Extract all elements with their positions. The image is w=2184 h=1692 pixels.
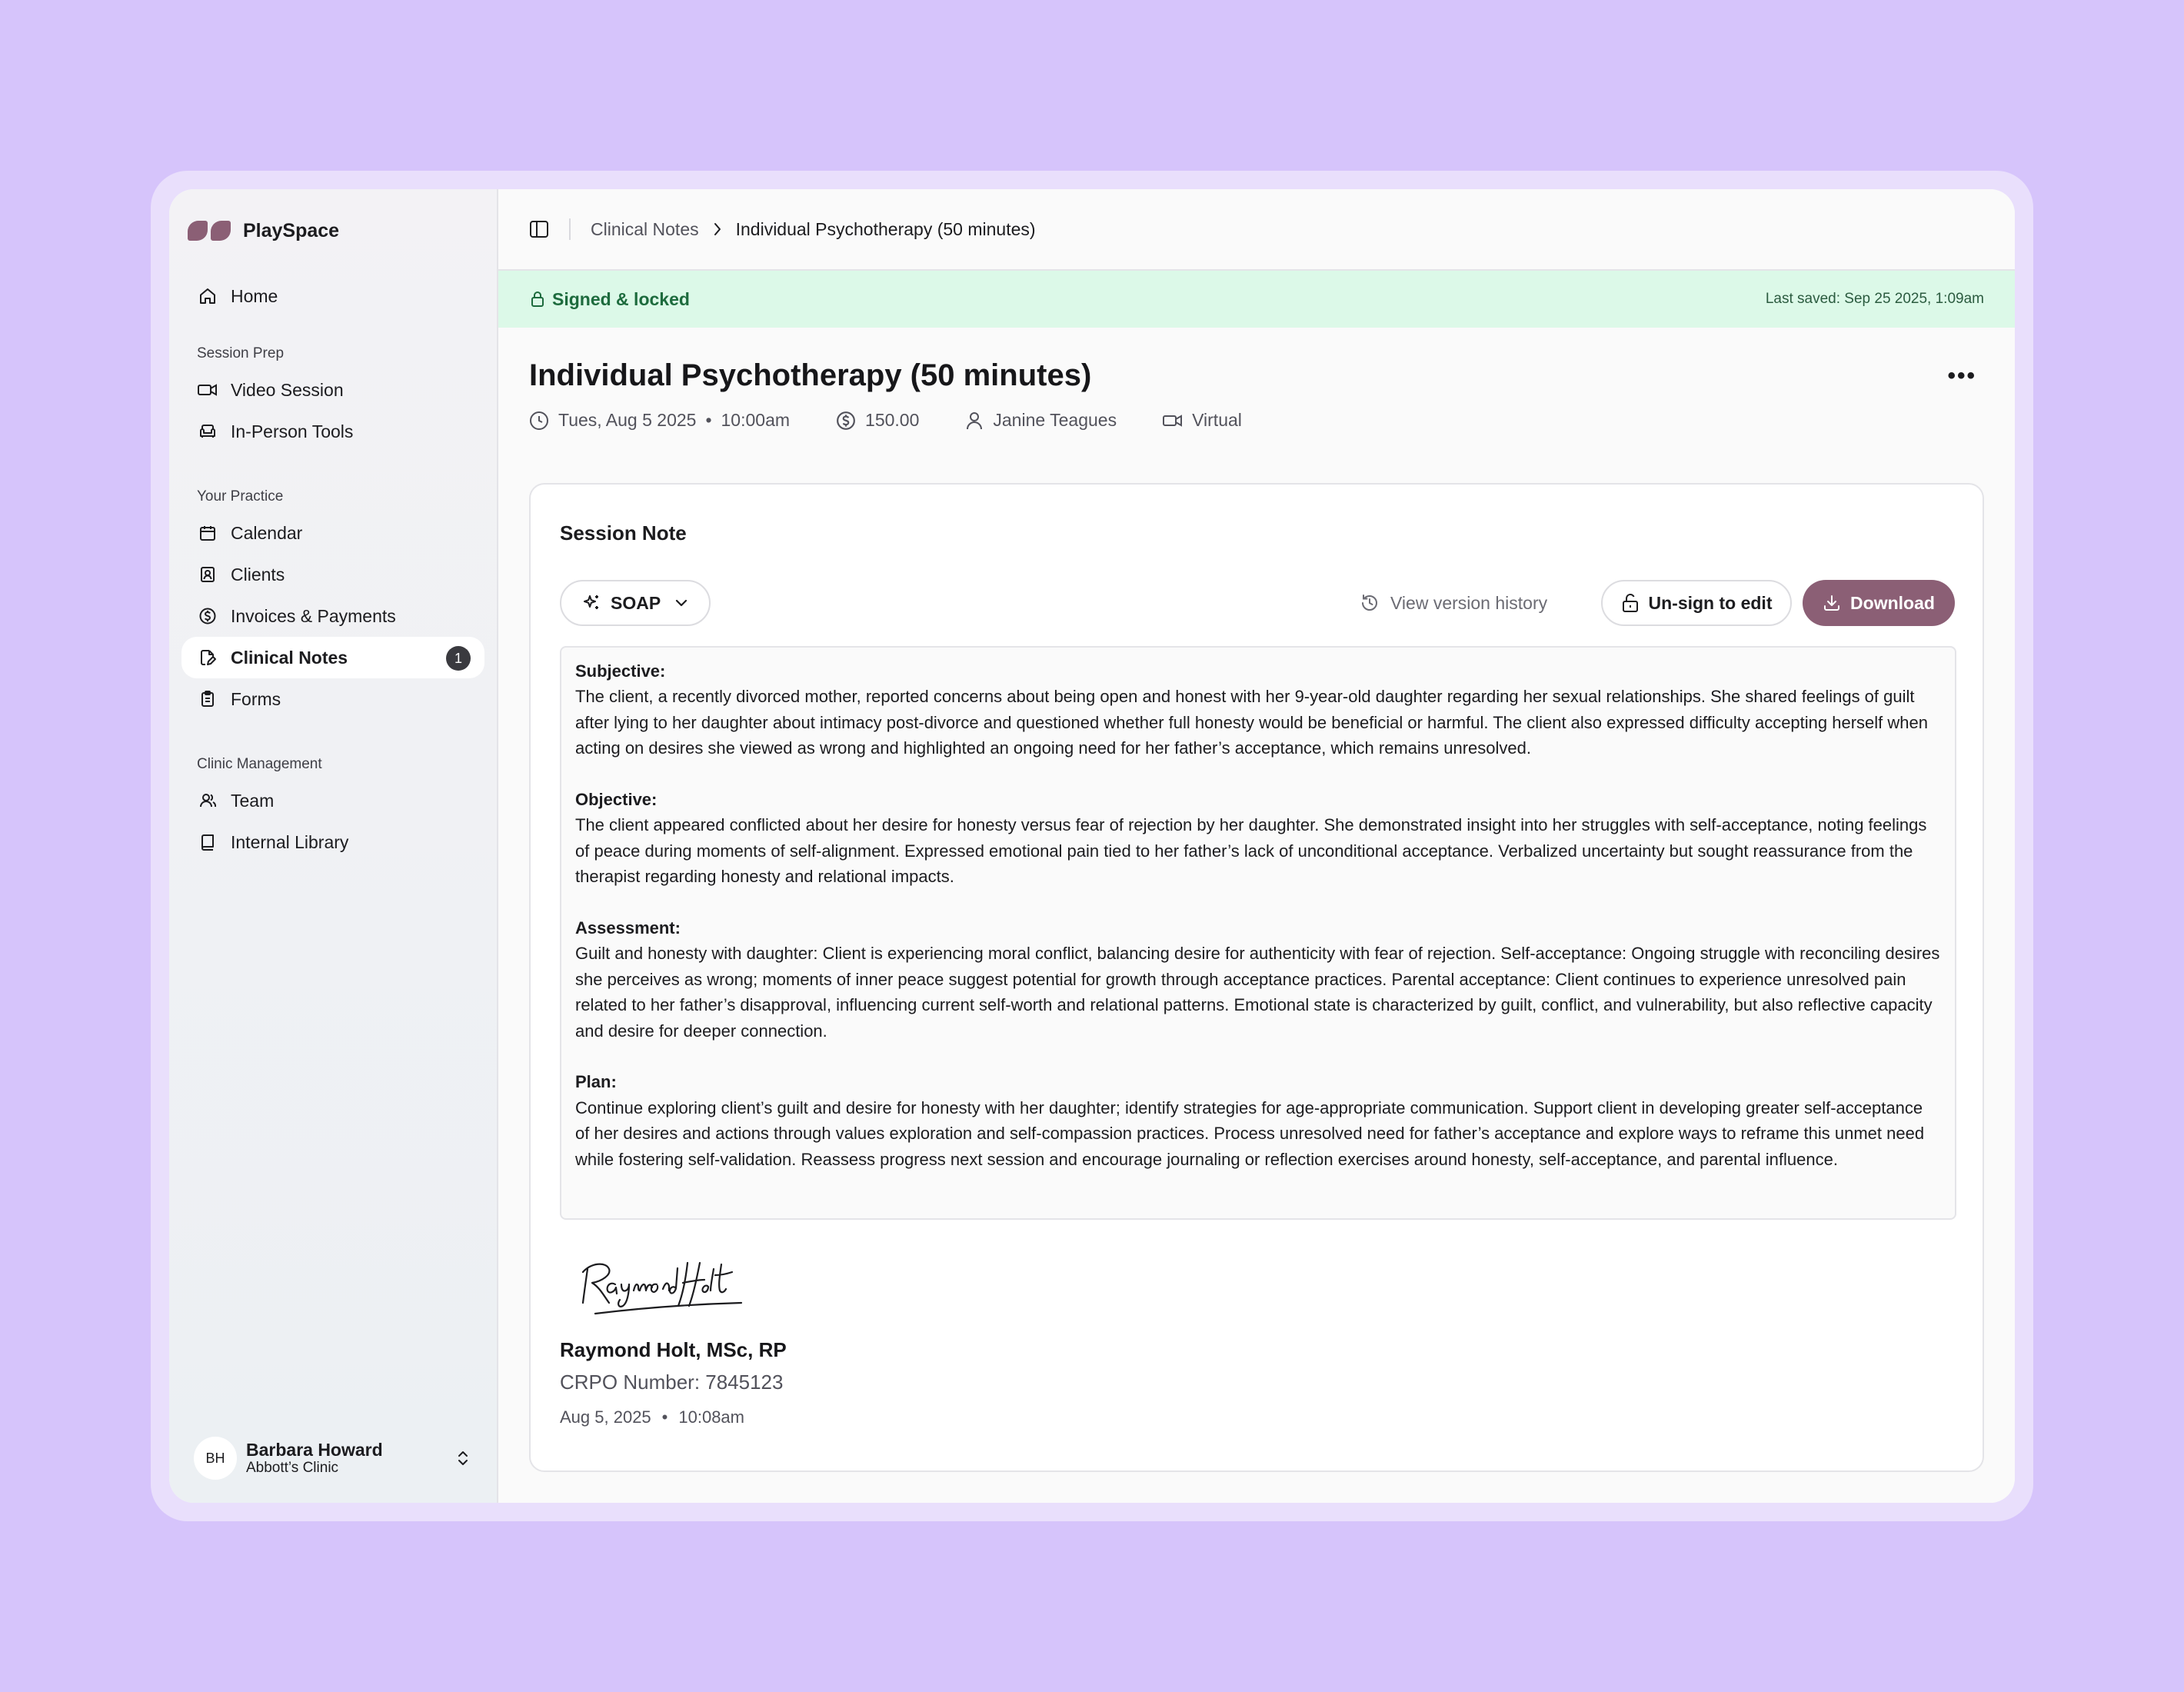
sidebar-item-forms[interactable] [181, 678, 484, 720]
sidebar-item-clients[interactable] [181, 554, 484, 595]
signer-name: Raymond Holt, MSc, RP [560, 1338, 787, 1361]
crpo-number: CRPO Number: 7845123 [560, 1371, 784, 1394]
sidebar-item-clinical-notes[interactable] [181, 637, 484, 678]
page-title: Individual Psychotherapy (50 minutes) [529, 358, 1092, 392]
download-icon [1823, 594, 1841, 612]
clock-icon [529, 411, 549, 431]
session-time: 10:00am [721, 410, 791, 430]
more-options-icon[interactable]: ••• [1947, 362, 1976, 388]
brand-name: PlaySpace [243, 219, 340, 241]
unlock-icon [1621, 593, 1640, 613]
sidebar-item-label: Invoices & Payments [231, 605, 396, 626]
sidebar-item-label: Forms [231, 688, 281, 709]
calendar-icon [197, 522, 218, 544]
brand[interactable] [181, 205, 484, 257]
video-icon [1163, 412, 1183, 429]
sidebar-toggle-icon[interactable] [529, 219, 549, 239]
user-switcher[interactable] [194, 1435, 474, 1481]
section-heading: Plan: [575, 1072, 617, 1092]
note-section-assessment [575, 915, 1941, 1044]
note-section-plan [575, 1069, 1941, 1172]
download-button[interactable] [1803, 580, 1955, 626]
chevron-down-icon [674, 598, 688, 608]
signed-time: 10:08am [678, 1407, 744, 1427]
breadcrumb-current: Individual Psychotherapy (50 minutes) [735, 218, 1036, 239]
history-icon [1360, 593, 1380, 613]
couch-icon [197, 421, 218, 442]
signed-date: Aug 5, 2025 [560, 1407, 651, 1427]
app-window [169, 189, 2015, 1503]
separator-dot: • [705, 410, 712, 430]
clipboard-icon [197, 688, 218, 710]
sidebar-item-label: Calendar [231, 522, 303, 543]
sidebar-item-in-person-tools[interactable] [181, 411, 484, 452]
notification-badge: 1 [446, 646, 471, 671]
section-heading: Assessment: [575, 918, 681, 938]
sidebar-item-label: Team [231, 790, 275, 811]
unsign-label: Un-sign to edit [1648, 592, 1773, 613]
separator-dot: • [661, 1407, 668, 1427]
chevron-up-down-icon[interactable] [452, 1447, 474, 1469]
note-section-subjective [575, 658, 1941, 761]
sparkle-icon [581, 593, 601, 613]
sidebar [169, 189, 498, 1503]
section-body: Continue exploring client’s guilt and desire for honesty with her daughter; identify strategies for age-appropriate communication. Support client in developing greater self-acceptance of her desires and actions through values exploration and self-compassion practices. Process unresolved need for father’s acceptance and explore ways to reframe this unmet need while fostering self-validation. Reassess progress next session and encourage journaling or reflection exercises around honesty, self-acceptance, and parental influence. [575, 1097, 1925, 1169]
session-date: Tues, Aug 5 2025 [558, 410, 697, 430]
session-note-card [529, 483, 1984, 1472]
session-datetime [529, 410, 790, 431]
user-icon [965, 411, 984, 431]
sidebar-item-label: Video Session [231, 379, 344, 400]
fee-amount: 150.00 [865, 410, 920, 430]
book-icon [197, 831, 218, 853]
avatar: BH [194, 1437, 237, 1480]
chevron-right-icon [713, 221, 722, 237]
unsign-button[interactable] [1601, 580, 1792, 626]
lock-icon [529, 291, 546, 308]
section-body: The client appeared conflicted about her desire for honesty versus fear of rejection by her daughter. She demonstrated insight into her struggles with self-acceptance, noting feelings of peace during moments of self-alignment. Expressed emotional pain tied to her father’s lack of unconditional acceptance. Verbalized uncertainty but sought reassurance from the therapist regarding honesty and relational impacts. [575, 815, 1927, 887]
status-banner [498, 271, 2015, 328]
section-label-your-practice: Your Practice [197, 488, 284, 505]
dollar-icon [197, 605, 218, 627]
notes-icon [197, 647, 218, 668]
breadcrumb-parent[interactable]: Clinical Notes [591, 218, 699, 239]
divider [569, 218, 571, 240]
playspace-logo-icon [188, 221, 231, 241]
section-label-clinic-management: Clinic Management [197, 756, 322, 772]
contact-icon [197, 564, 218, 585]
sidebar-item-label: Home [231, 285, 278, 306]
section-body: Guilt and honesty with daughter: Client is experiencing moral conflict, balancing desire for authenticity with fear of rejection. Self-acceptance: Ongoing struggle with reconciling desires she perceives as wrong; moments of inner peace suggest potential for growth through acceptance practices. Parental acceptance: Client continues to experience unresolved pain related to her father’s disapproval, influencing current self-worth and relational patterns. Emotional state is characterized by guilt, conflict, and vulnerability, but also reflective capacity and desire for deeper connection. [575, 944, 1940, 1041]
last-saved: Last saved: Sep 25 2025, 1:09am [1765, 291, 1984, 307]
section-heading: Subjective: [575, 661, 666, 681]
sidebar-item-label: Clinical Notes [231, 647, 348, 668]
session-mode [1163, 410, 1242, 431]
sidebar-item-invoices-payments[interactable] [181, 595, 484, 637]
sidebar-item-label: Clients [231, 564, 285, 585]
sidebar-item-label: Internal Library [231, 831, 349, 852]
home-icon [197, 285, 218, 307]
note-section-objective [575, 787, 1941, 890]
sidebar-item-internal-library[interactable] [181, 821, 484, 863]
section-heading: Objective: [575, 790, 658, 810]
signed-datetime [560, 1407, 744, 1427]
session-meta [498, 393, 2015, 431]
session-fee [836, 410, 919, 431]
view-version-history-button[interactable] [1360, 580, 1547, 626]
history-label: View version history [1390, 592, 1548, 613]
users-icon [197, 790, 218, 811]
sidebar-item-team[interactable] [181, 780, 484, 821]
sidebar-item-home[interactable] [181, 275, 484, 317]
download-label: Download [1850, 592, 1935, 613]
client-name[interactable]: Janine Teagues [993, 410, 1117, 430]
user-clinic: Abbott’s Clinic [246, 1460, 339, 1476]
section-label-session-prep: Session Prep [197, 345, 285, 361]
template-value: SOAP [611, 592, 661, 613]
mode-label: Virtual [1192, 410, 1242, 430]
signed-status: Signed & locked [552, 288, 690, 309]
handwritten-signature [572, 1246, 749, 1323]
topbar [498, 189, 2015, 271]
sidebar-item-calendar[interactable] [181, 512, 484, 554]
sidebar-item-label: In-Person Tools [231, 421, 354, 441]
note-body[interactable] [560, 646, 1956, 1220]
template-dropdown[interactable] [560, 580, 711, 626]
video-icon [197, 379, 218, 401]
card-title: Session Note [560, 521, 687, 545]
section-body: The client, a recently divorced mother, reported concerns about being open and honest with her 9-year-old daughter regarding her sexual relationships. She shared feelings of guilt after lying to her daughter about intimacy post-divorce and questioned whether full honesty would be beneficial or harmful. The client also expressed difficulty accepting herself when acting on desires she viewed as wrong and highlighted an ongoing need for her father’s acceptance, which remains unresolved. [575, 687, 1928, 758]
user-name: Barbara Howard [246, 1440, 383, 1460]
main-content [498, 189, 2015, 1503]
dollar-icon [836, 411, 856, 431]
breadcrumb [591, 219, 1036, 240]
sidebar-item-video-session[interactable] [181, 369, 484, 411]
session-client [965, 410, 1117, 431]
